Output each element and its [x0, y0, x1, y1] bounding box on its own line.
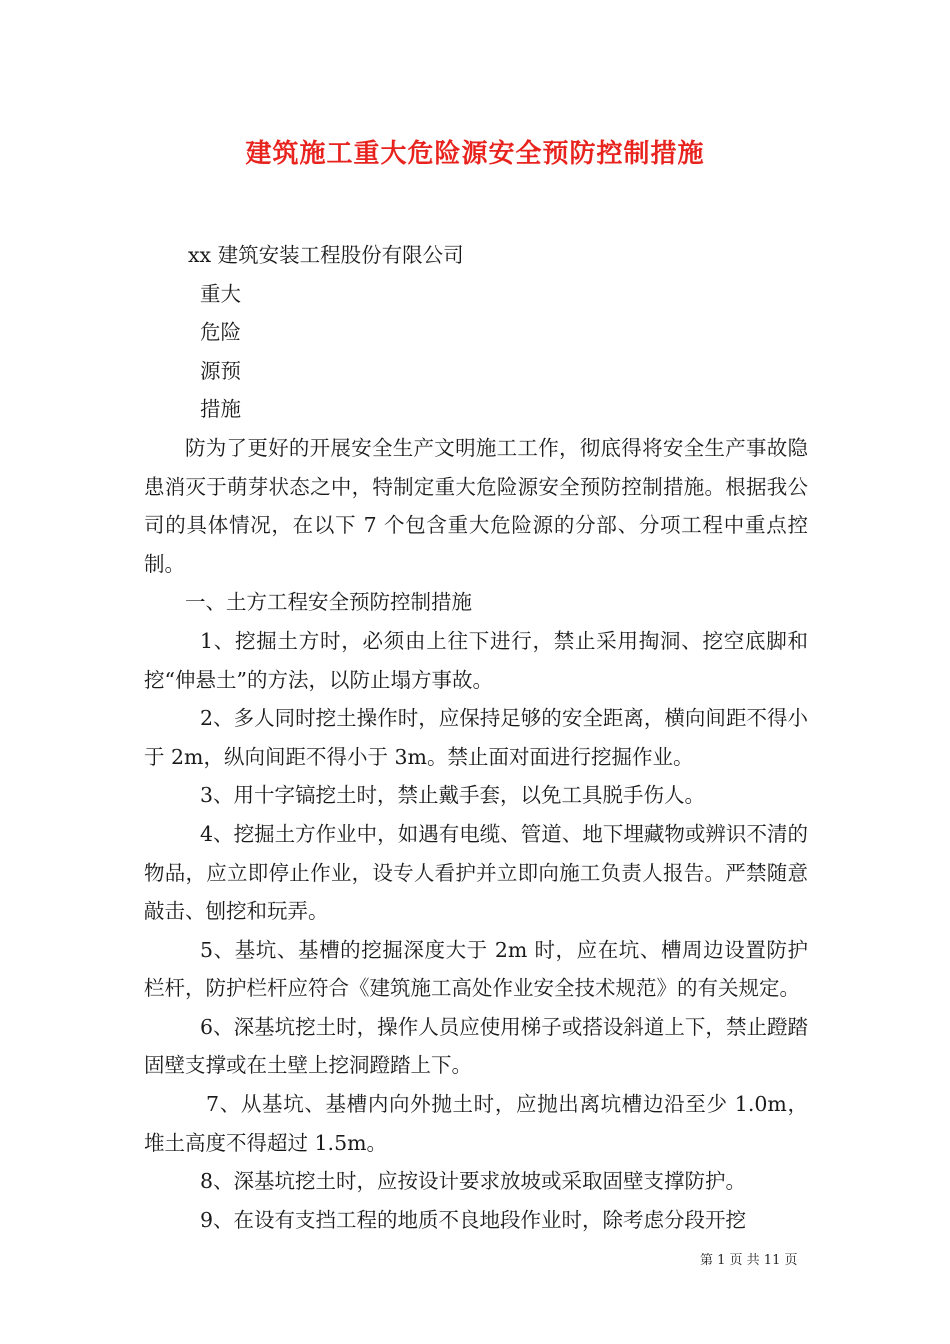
short-line: 危险 [200, 320, 241, 345]
intro-paragraph: 防为了更好的开展安全生产文明施工工作，彻底得将安全生产事故隐患消灭于萌芽状态之中，特制定重大危险源安全预防控制措施。根据我公司的具体情况，在以下 7 个包含重大危险源的分部、分项工程中重点控制。 [144, 435, 808, 576]
list-item: 8、深基坑挖土时，应按设计要求放坡或采取固壁支撑防护。 [200, 1169, 747, 1194]
company-name: xx 建筑安装工程股份有限公司 [188, 243, 464, 267]
list-item: 5、基坑、基槽的挖掘深度大于 2m 时，应在坑、槽周边设置防护栏杆，防护栏杆应符合《建筑施工高处作业安全技术规范》的有关规定。 [144, 937, 808, 1001]
list-item: 6、深基坑挖土时，操作人员应使用梯子或搭设斜道上下，禁止蹬踏固壁支撑或在土壁上挖洞蹬踏上下。 [144, 1014, 808, 1078]
list-item: 3、用十字镐挖土时，禁止戴手套，以免工具脱手伤人。 [200, 783, 706, 808]
list-item: 2、多人同时挖土操作时，应保持足够的安全距离，横向间距不得小于 2m，纵向间距不得小于 3m。禁止面对面进行挖掘作业。 [144, 706, 808, 769]
document-title: 建筑施工重大危险源安全预防控制措施 [245, 139, 705, 169]
section-heading: 一、土方工程安全预防控制措施 [185, 590, 472, 615]
page-number: 第 1 页 共 11 页 [700, 1253, 798, 1268]
list-item: 9、在设有支挡工程的地质不良地段作业时，除考虑分段开挖 [200, 1207, 747, 1232]
short-line: 重大 [200, 281, 241, 306]
list-item: 4、挖掘土方作业中，如遇有电缆、管道、地下埋藏物或辨识不清的物品，应立即停止作业，设专人看护并立即向施工负责人报告。严禁随意敲击、刨挖和玩弄。 [144, 821, 808, 924]
document-body [144, 236, 808, 1239]
list-item: 7、从基坑、基槽内向外抛土时，应抛出离坑槽边沿至少 1.0m，堆土高度不得超过 1.5m。 [144, 1092, 808, 1155]
short-line: 措施 [200, 397, 241, 422]
short-line: 源预 [200, 358, 241, 383]
list-item: 1、挖掘土方时，必须由上往下进行，禁止采用掏洞、挖空底脚和挖“伸悬土”的方法，以防止塌方事故。 [144, 628, 808, 692]
